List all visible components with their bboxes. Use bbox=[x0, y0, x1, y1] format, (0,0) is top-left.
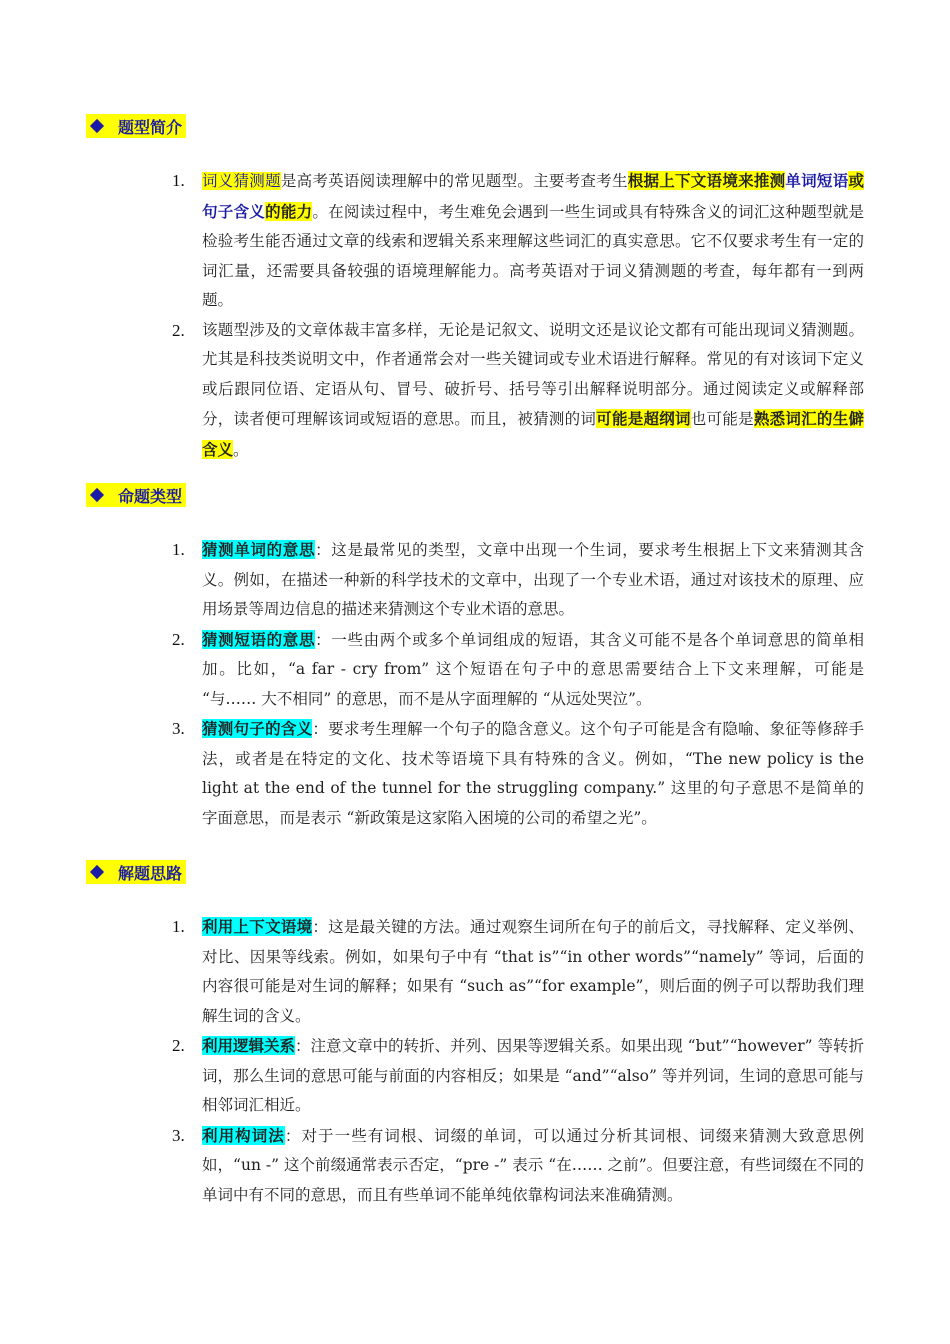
text-segment: 。 bbox=[233, 440, 249, 459]
text-segment: 利用构词法 bbox=[202, 1125, 285, 1145]
text-segment: 的能力 bbox=[265, 201, 313, 221]
text-segment: 该题型涉及的文章体裁丰富多样，无论是记叙文、说明文还是议论文都有可能出现词义猜测题。尤其是科技类说明文中，作者通常会对一些关键词或专业术语进行解释。常见的有对该词下定义或后跟同位语、定语从句、冒号、破折号、括号等引出解释说明部分。通过阅读定义或解释部分，读者便可理解该词或短语的意思。而且，被猜测的词 bbox=[202, 320, 864, 428]
text-segment: 利用逻辑关系 bbox=[202, 1036, 296, 1055]
section-title: 命题类型 bbox=[118, 486, 183, 506]
item-number: 2. bbox=[172, 1036, 185, 1055]
text-segment: 猜测短语的意思 bbox=[202, 629, 316, 649]
section-title: 题型简介 bbox=[118, 117, 183, 137]
list-item bbox=[0, 1121, 950, 1211]
text-segment: 也可能是 bbox=[690, 410, 754, 428]
item-text bbox=[202, 172, 864, 309]
item-text bbox=[202, 541, 864, 618]
diamond-bullet-icon bbox=[90, 488, 104, 502]
text-segment: 。在阅读过程中，考生难免会遇到一些生词或具有特殊含义的词汇这种题型就是检验考生能否通过文章的线索和逻辑关系来理解这些词汇的真实意思。它不仅要求考生有一定的词汇量，还需要具备较强的语境理解能力。高考英语对于词义猜测题的考查，每年都有一到两题。 bbox=[202, 202, 864, 309]
text-segment: ：对于一些有词根、词缀的单词，可以通过分析其词根、词缀来猜测大致意思例如，“un -” 这个前缀通常表示否定，“pre -” 表示 “在…… 之前”。但要注意，有些词缀在不同的单词中有不同的意思，而且有些单词不能单纯依靠构词法来准确猜测。 bbox=[202, 1126, 864, 1204]
text-segment: 熟悉词汇的生僻含义 bbox=[202, 409, 864, 459]
item-number: 2. bbox=[172, 320, 185, 340]
text-segment: 猜测单词的意思 bbox=[202, 540, 316, 559]
text-segment: 词义猜测题 bbox=[202, 172, 281, 190]
text-segment: ：这是最常见的类型，文章中出现一个生词，要求考生根据上下文来猜测其含义。例如，在描述一种新的科学技术的文章中，出现了一个专业术语，通过对该技术的原理、应用场景等周边信息的描述来猜测这个专业术语的意思。 bbox=[202, 541, 864, 618]
text-segment: ：这是最关键的方法。通过观察生词所在句子的前后文，寻找解释、定义举例、对比、因果等线索。例如，如果句子中有 “that is”“in other words”“namely” 等词，后面的内容很可能是对生词的解释；如果有 “such as”“for example”，则后面的例子可以帮助我们理解生词的含义。 bbox=[202, 918, 864, 1025]
list-item bbox=[0, 316, 950, 466]
section-list bbox=[0, 535, 950, 833]
item-number: 1. bbox=[172, 171, 185, 190]
list-item bbox=[0, 714, 950, 833]
item-text bbox=[202, 321, 864, 459]
section-heading bbox=[86, 114, 186, 138]
item-text bbox=[202, 918, 864, 1025]
list-item bbox=[0, 535, 950, 625]
text-segment: 或 bbox=[848, 171, 864, 190]
section-heading bbox=[86, 860, 186, 884]
text-segment: 句子含义 bbox=[202, 201, 266, 221]
text-segment: ：注意文章中的转折、并列、因果等逻辑关系。如果出现 “but”“however” 等转折词，那么生词的意思可能与前面的内容相反；如果是 “and”“also” 等并列词，生词的意思可能与相邻词汇相近。 bbox=[202, 1037, 864, 1114]
text-segment: 是高考英语阅读理解中的常见题型。主要考查考生 bbox=[280, 172, 628, 190]
item-text bbox=[202, 1037, 864, 1114]
item-number: 3. bbox=[172, 1125, 185, 1145]
item-number: 2. bbox=[172, 629, 185, 649]
text-segment: ：一些由两个或多个单词组成的短语，其含义可能不是各个单词意思的简单相加。比如，“a far - cry from” 这个短语在句子中的意思需要结合上下文来理解，可能是 “与…… 大不相同” 的意思，而不是从字面理解的 “从远处哭泣”。 bbox=[202, 630, 864, 708]
diamond-bullet-icon bbox=[90, 119, 104, 133]
list-item bbox=[0, 166, 950, 316]
text-segment: 单词短语 bbox=[785, 171, 849, 190]
item-text bbox=[202, 631, 864, 708]
text-segment: 根据上下文语境来推测 bbox=[627, 171, 786, 190]
text-segment: 可能是超纲词 bbox=[596, 409, 691, 428]
item-text bbox=[202, 720, 864, 827]
list-item bbox=[0, 625, 950, 715]
text-segment: 利用上下文语境 bbox=[202, 917, 313, 936]
diamond-bullet-icon bbox=[90, 865, 104, 879]
section-title: 解题思路 bbox=[118, 863, 183, 883]
text-segment: 猜测句子的含义 bbox=[202, 719, 313, 738]
item-number: 1. bbox=[172, 917, 185, 936]
section-list bbox=[0, 912, 950, 1210]
text-segment: ：要求考生理解一个句子的隐含意义。这个句子可能是含有隐喻、象征等修辞手法，或者是在特定的文化、技术等语境下具有特殊的含义。例如，“The new policy is the light at the end of the tunnel for the struggling company.” 这里的句子意思不是简单的字面意思，而是表示 “新政策是这家陷入困境的公司的希望之光”。 bbox=[202, 720, 864, 827]
item-text bbox=[202, 1127, 864, 1204]
section-list bbox=[0, 166, 950, 465]
section-heading bbox=[86, 483, 186, 507]
item-number: 1. bbox=[172, 540, 185, 559]
item-number: 3. bbox=[172, 719, 185, 738]
list-item bbox=[0, 912, 950, 1031]
list-item bbox=[0, 1031, 950, 1121]
